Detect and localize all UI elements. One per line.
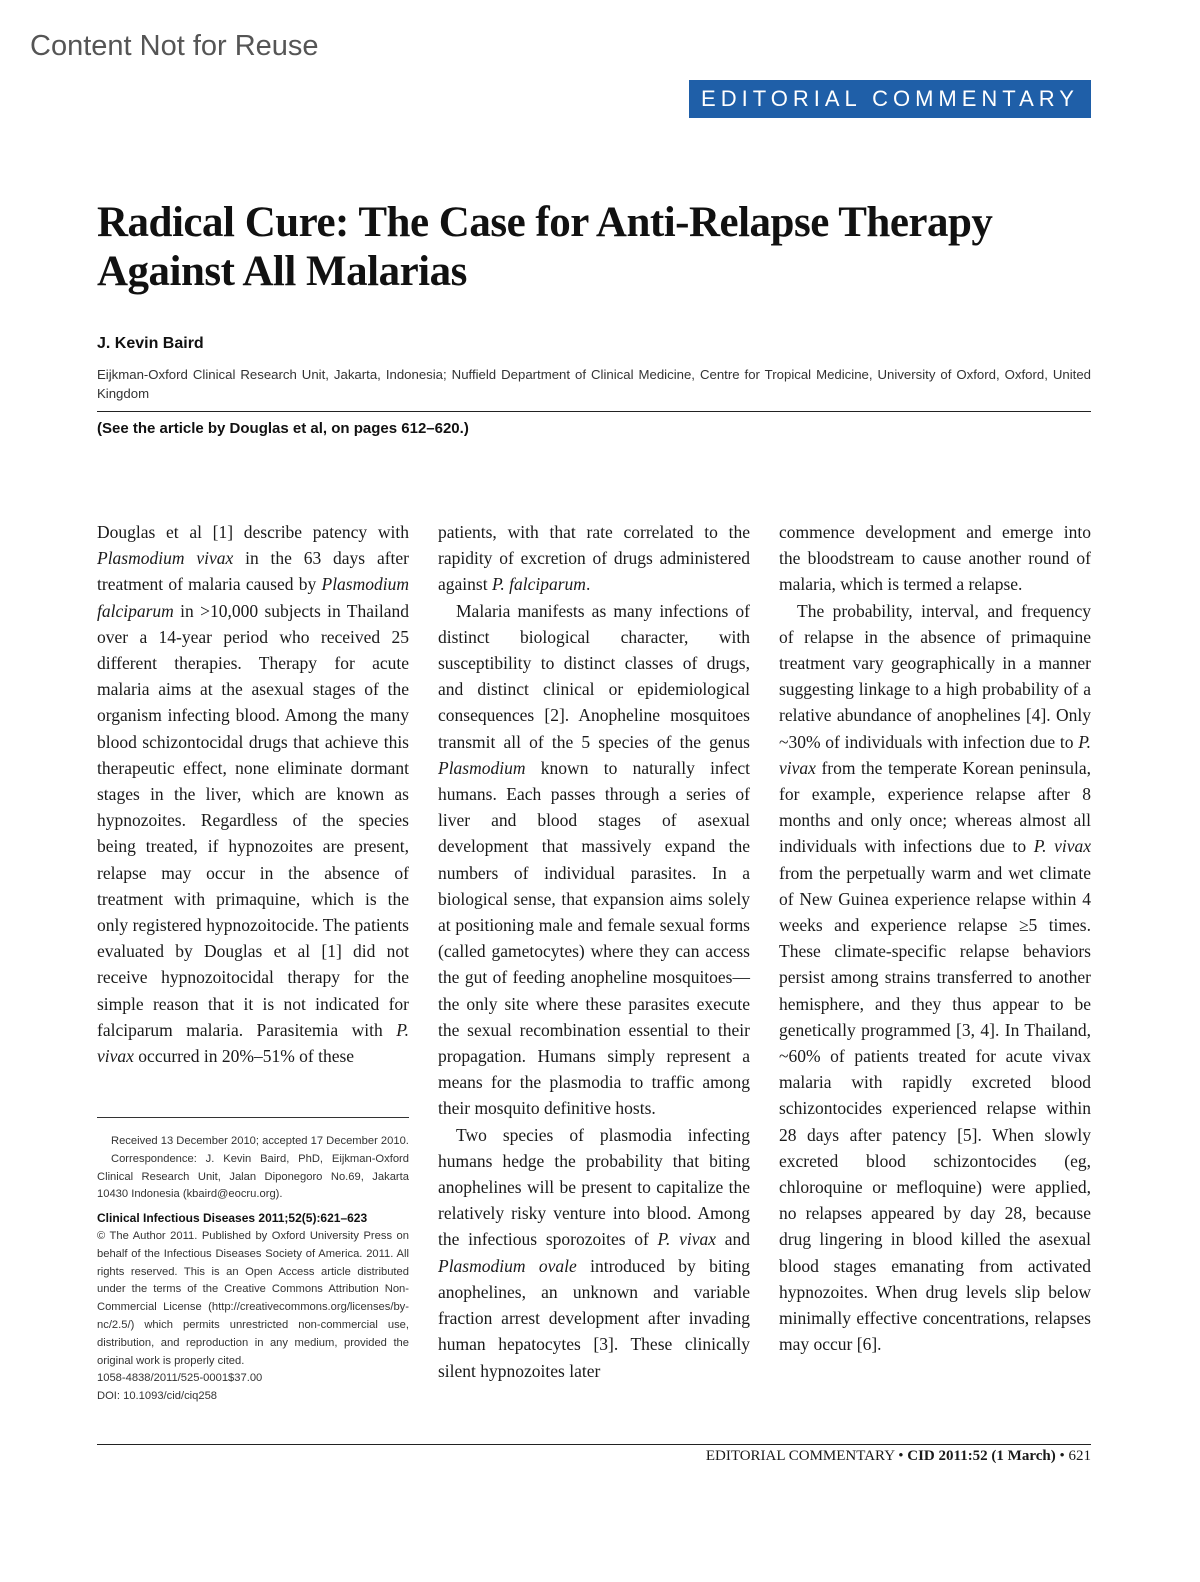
body-column-1: [97, 519, 409, 1069]
received-dates: Received 13 December 2010; accepted 17 December 2010.: [111, 1135, 409, 1147]
doi: DOI: 10.1093/cid/ciq258: [97, 1390, 218, 1403]
italic-term: Plasmodium: [438, 757, 526, 778]
watermark: Content Not for Reuse: [30, 30, 319, 62]
copyright-notice: © The Author 2011. Published by Oxford University Press on behalf of the Infectious Diseases Society of America. 2011. All rights reserved. This is an Open Access article distributed under the terms of the Creative Commons Attribution Non-Commercial License (http://creativecommons.org/licenses/by-nc/2.5/) which permits unrestricted non-commercial use, distribution, and reproduction in any medium, provided the original work is properly cited.: [97, 1229, 409, 1367]
paragraph: Two species of plasmodia infecting humans hedge the probability that biting anophelines will be present to capitalize the relatively risky venture into blood. Among the infectious sporozoites of P. vivax and Plasmodium ovale introduced by biting anophelines, an unknown and variable fraction arrest development after invading human hepatocytes [3]. These clinically silent hypnozoites later: [438, 1124, 750, 1381]
header-divider: [97, 411, 1091, 412]
footer-section: EDITORIAL COMMENTARY: [705, 1448, 895, 1464]
paragraph: The probability, interval, and frequency of relapse in the absence of primaquine treatment vary geographically in a manner suggesting linkage to a high probability of a relative abundance of anophelines [4]. Only ~30% of individuals with infection due to P. vivax from the temperate Korean peninsula, for example, experience relapse after 8 months and only once; whereas almost all individuals with infections due to P. vivax from the perpetually warm and wet climate of New Guinea experience relapse within 4 weeks and experience relapse ≥5 times. These climate-specific relapse behaviors persist among strains transferred to another hemisphere, and they thus appear to be genetically programmed [3, 4]. In Thailand, ~60% of patients treated for acute vivax malaria with rapidly excreted blood schizontocides experienced relapse within 28 days after patency [5]. When slowly excreted blood schizontocides (eg, chloroquine or mefloquine) were applied, no relapses appeared by day 28, because drug lingering in blood killed the asexual blood stages emanating from activated hypnozoites. When drug levels slip below minimally effective concentrations, relapses may occur [6].: [779, 600, 1091, 1355]
italic-term: Plasmodium ovale: [438, 1255, 577, 1276]
article-notes: [97, 1133, 409, 1406]
italic-term: P. falciparum: [491, 574, 586, 595]
paragraph: Malaria manifests as many infections of distinct biological character, with susceptibility to distinct classes of drugs, and distinct clinical or epidemiological consequences [2]. Anopheline mosquitoes transmit all of the 5 species of the genus Plasmodium known to naturally infect humans. Each passes through a series of liver and blood stages of asexual development that massively expand the numbers of individual parasites. In a biological sense, that expansion aims solely at positioning male and female sexual forms (called gametocytes) where they can access the gut of feeding anopheline mosquitoes—the only site where these parasites execute the sexual recombination essential to their propagation. Humans simply represent a means for the plasmodia to traffic among their mosquito definitive hosts.: [438, 600, 750, 1119]
body-column-3: [779, 519, 1091, 1358]
body-column-2: [438, 519, 750, 1384]
paragraph: commence development and emerge into the bloodstream to cause another round of malaria, which is termed a relapse.: [779, 522, 1091, 595]
footer-citation: CID 2011:52 (1 March): [907, 1448, 1056, 1464]
italic-term: P. vivax: [1033, 836, 1091, 857]
related-article-note: (See the article by Douglas et al, on pages 612–620.): [97, 420, 469, 437]
section-banner: EDITORIAL COMMENTARY: [689, 80, 1091, 118]
issn: 1058-4838/2011/525-0001$37.00: [97, 1372, 263, 1385]
notes-divider: [97, 1117, 409, 1118]
italic-term: Plasmodium vivax: [97, 548, 234, 569]
correspondence: Correspondence: J. Kevin Baird, PhD, Eijkman-Oxford Clinical Research Unit, Jalan Diponegoro No.69, Jakarta 10430 Indonesia (kbaird@eocru.org).: [97, 1152, 409, 1201]
paragraph: patients, with that rate correlated to the rapidity of excretion of drugs administered against P. falciparum.: [438, 522, 750, 595]
italic-term: P. vivax: [779, 731, 1091, 778]
footer-bullet: •: [1059, 1448, 1065, 1464]
author-name: J. Kevin Baird: [97, 335, 204, 352]
paragraph: Douglas et al [1] describe patency with Plasmodium vivax in the 63 days after treatment of malaria caused by Plasmodium falciparum in >10,000 subjects in Thailand over a 14-year period who received 25 different therapies. Therapy for acute malaria aims at the asexual stages of the organism infecting blood. Among the many blood schizontocidal drugs that achieve this therapeutic effect, none eliminate dormant stages in the liver, which are known as hypnozoites. Regardless of the species being treated, if hypnozoites are present, relapse may occur in the absence of treatment with primaquine, which is the only registered hypnozoitocide. The patients evaluated by Douglas et al [1] did not receive hypnozoitocidal therapy for the simple reason that it is not indicated for falciparum malaria. Parasitemia with P. vivax occurred in 20%–51% of these: [97, 522, 409, 1067]
journal-citation: Clinical Infectious Diseases 2011;52(5):621–623: [97, 1211, 368, 1226]
article-title: Radical Cure: The Case for Anti-Relapse Therapy Against All Malarias: [97, 199, 993, 295]
page-number: 621: [1068, 1448, 1091, 1464]
footer-bullet: •: [898, 1448, 904, 1464]
author-affiliation: Eijkman-Oxford Clinical Research Unit, Jakarta, Indonesia; Nuffield Department of Clinical Medicine, Centre for Tropical Medicine, University of Oxford, Oxford, United Kingdom: [97, 367, 1091, 401]
page-footer: [706, 1448, 1091, 1465]
italic-term: P. vivax: [97, 1019, 409, 1067]
footer-divider: [97, 1444, 1091, 1445]
italic-term: Plasmodium falciparum: [97, 574, 409, 621]
italic-term: P. vivax: [657, 1229, 716, 1250]
